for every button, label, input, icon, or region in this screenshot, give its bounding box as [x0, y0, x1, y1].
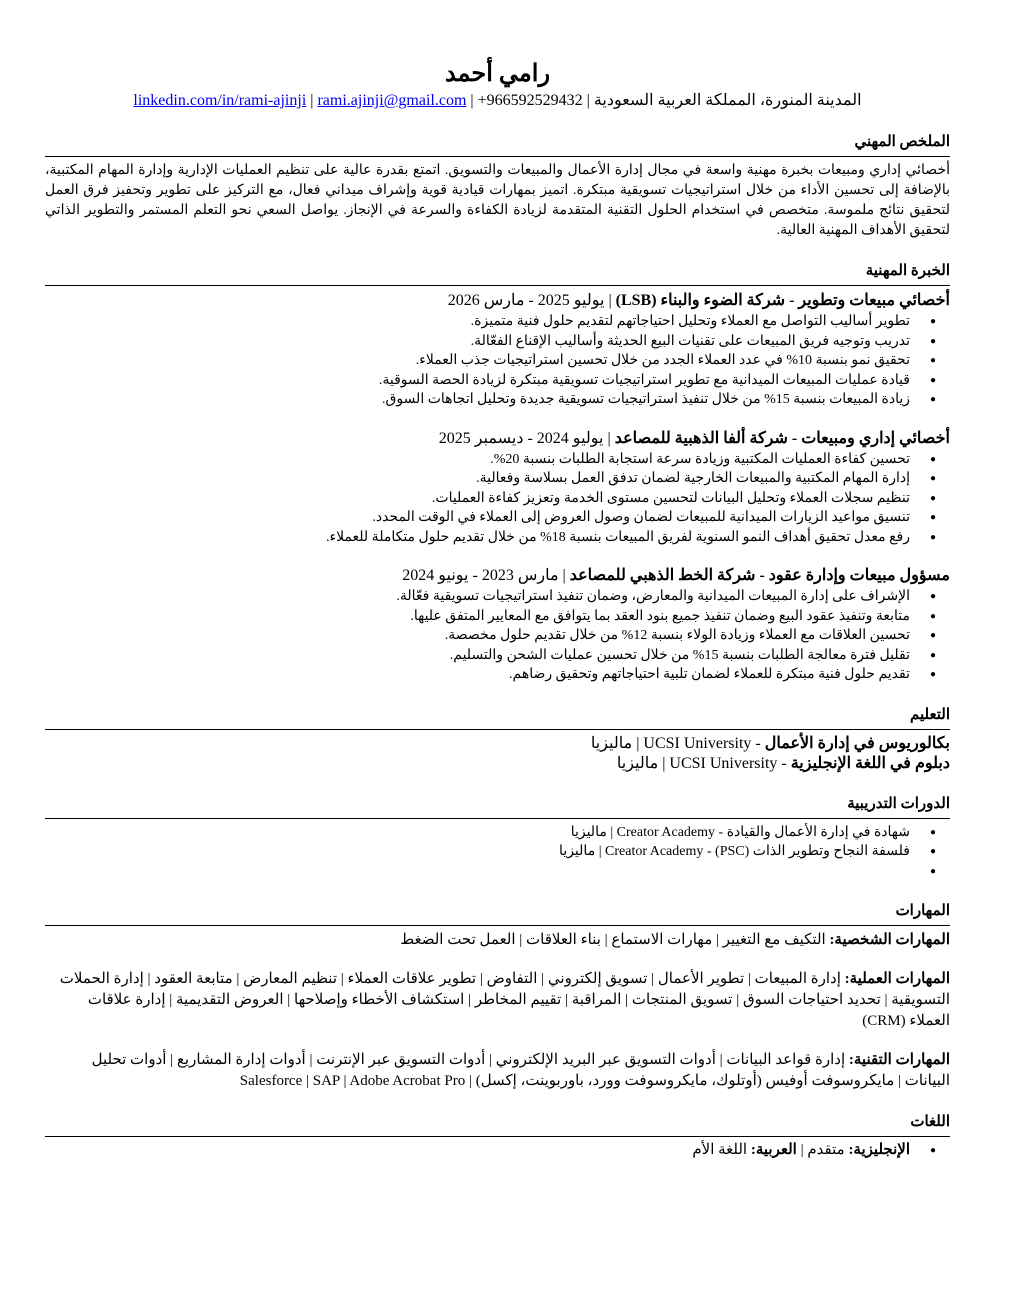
list-item: ● تطوير أساليب التواصل مع العملاء وتحليل احتياجاتهم لتقديم حلول فنية متميزة.: [45, 312, 950, 332]
languages-section: [45, 1112, 950, 1161]
skill-group: [45, 969, 950, 1032]
skill-group: [45, 1050, 950, 1092]
list-item: ● الإشراف على إدارة المبيعات الميدانية والمعارض، وضمان تنفيذ استراتيجيات تسويقية فعّالة.: [45, 587, 950, 607]
skill-label: المهارات التقنية:: [848, 1052, 950, 1068]
country: ماليزيا: [616, 754, 659, 772]
languages-list: [45, 1141, 950, 1161]
list-item: ● تنسيق مواعيد الزيارات الميدانية للمبيعات لضمان وصول العروض إلى العملاء في الوقت المحدد.: [45, 508, 950, 528]
job-dates: يوليو 2024 - ديسمبر 2025: [438, 429, 604, 447]
section-divider: [45, 925, 950, 926]
job-header: مسؤول مبيعات وإدارة عقود - شركة الخط الذهبي للمصاعد | مارس 2023 - يونيو 2024: [402, 567, 950, 584]
skill-label: المهارات الشخصية:: [829, 932, 950, 948]
job-title: أخصائي إداري ومبيعات - شركة ألفا الذهبية للمصاعد: [614, 429, 950, 447]
section-title: اللغات: [910, 1114, 950, 1130]
job-title: مسؤول مبيعات وإدارة عقود - شركة الخط الذهبي للمصاعد: [569, 567, 950, 584]
country: ماليزيا: [590, 734, 633, 752]
list-item-empty: [45, 862, 950, 882]
resume-page: [45, 60, 950, 1161]
section-divider: [45, 285, 950, 286]
section-title: التعليم: [910, 706, 950, 723]
list-item: ● قيادة عمليات المبيعات الميدانية مع تطوير استراتيجيات تسويقية مبتكرة لزيادة الحصة السوقية.: [45, 371, 950, 391]
skill-group: [45, 930, 950, 951]
list-item: ● تحقيق نمو بنسبة 10% في عدد العملاء الجدد من خلال تحسين استراتيجيات جذب العملاء.: [45, 351, 950, 371]
degree: دبلوم في اللغة الإنجليزية: [790, 754, 950, 772]
skill-text: إدارة قواعد البيانات | أدوات التسويق عبر البريد الإلكتروني | أدوات التسويق عبر الإنترنت | أدوات إدارة المشاريع | أدوات تحليل البيانات | مايكروسوفت أوفيس (أوتلوك، مايكروسوفت وورد، باوربوينت، إكسل) | Salesforce | SAP | Adobe Acrobat Pro: [91, 1052, 950, 1089]
linkedin-link[interactable]: linkedin.com/in/rami-ajinji: [133, 92, 307, 109]
list-item: ● شهادة في إدارة الأعمال والقيادة - Creator Academy | ماليزيا: [45, 823, 950, 843]
list-item: ● رفع معدل تحقيق أهداف النمو السنوية لفريق المبيعات بنسبة 18% من خلال تقديم حلول متكاملة للعملاء.: [45, 528, 950, 548]
job-bullets: [45, 312, 950, 410]
skills-section: [45, 901, 950, 1092]
summary-section: [45, 132, 950, 241]
list-item: ● فلسفة النجاح وتطوير الذات (PSC) - Creator Academy | ماليزيا: [45, 842, 950, 862]
section-divider: [45, 156, 950, 157]
summary-text: أخصائي إداري ومبيعات بخبرة مهنية واسعة في مجال إدارة الأعمال والمبيعات والتسويق. اتمتع بقدرة عالية على تنظيم العمليات الإدارية وإدارة المهام المكتبية، بالإضافة إلى تحسين الأداء من خلال استراتيجيات تسويقية مبتكرة. اتميز بمهارات قيادية قوية وإشراف ميداني فعال، مع التركيز على تطوير وتحفيز فرق العمل لتحقيق نتائج ملموسة. متخصص في استخدام الحلول التقنية المتقدمة لزيادة الكفاءة والسرعة في الإنجاز. يواصل السعي نحو التعلم المستمر والتطوير الذاتي لتحقيق الأهداف المهنية العالية.: [45, 163, 950, 238]
experience-section: [45, 261, 950, 685]
skill-label: المهارات العملية:: [844, 971, 950, 987]
list-item: ● تقديم حلول فنية مبتكرة للعملاء لضمان تلبية احتياجاتهم وتحقيق رضاهم.: [45, 665, 950, 685]
job-entry: [45, 565, 950, 685]
list-item: ● إدارة المهام المكتبية والمبيعات الخارجية لضمان تدفق العمل بسلاسة وفعالية.: [45, 469, 950, 489]
section-divider: [45, 818, 950, 819]
list-item: ● زيادة المبيعات بنسبة 15% من خلال تنفيذ استراتيجيات تسويقية جديدة وتحليل اتجاهات السوق.: [45, 390, 950, 410]
job-entry: [45, 290, 950, 410]
contact-line: المدينة المنورة، المملكة العربية السعودية | +966592529432 | rami.ajinji@gmail.com | linkedin.com/in/rami-ajinji: [133, 92, 862, 109]
skill-text: التكيف مع التغيير | مهارات الاستماع | بناء العلاقات | العمل تحت الضغط: [400, 932, 826, 948]
job-title: أخصائي مبيعات وتطوير - شركة الضوء والبناء (LSB): [615, 292, 950, 309]
job-header: أخصائي إداري ومبيعات - شركة ألفا الذهبية للمصاعد | يوليو 2024 - ديسمبر 2025: [438, 429, 950, 447]
list-item: ● تحسين العلاقات مع العملاء وزيادة الولاء بنسبة 12% من خلال تقديم حلول مخصصة.: [45, 626, 950, 646]
job-bullets: [45, 587, 950, 685]
degree: بكالوريوس في إدارة الأعمال: [764, 734, 950, 752]
list-item: ● الإنجليزية: متقدم | العربية: اللغة الأم: [45, 1141, 950, 1161]
candidate-name: رامي أحمد: [444, 61, 551, 87]
job-entry: [45, 428, 950, 548]
school: UCSI University: [643, 734, 752, 752]
location: المدينة المنورة، المملكة العربية السعودية: [593, 92, 862, 109]
education-item: دبلوم في اللغة الإنجليزية - UCSI University | ماليزيا: [616, 754, 950, 772]
section-title: المهارات: [895, 903, 950, 919]
section-title: الدورات التدريبية: [847, 795, 950, 812]
job-dates: يوليو 2025 - مارس 2026: [447, 292, 605, 309]
section-divider: [45, 1136, 950, 1137]
section-title: الخبرة المهنية: [865, 263, 950, 279]
education-section: [45, 705, 950, 774]
list-item: ● متابعة وتنفيذ عقود البيع وضمان تنفيذ جميع بنود العقد بما يتوافق مع المعايير المتفق عليها.: [45, 607, 950, 627]
training-list: [45, 823, 950, 882]
email-link[interactable]: rami.ajinji@gmail.com: [317, 92, 467, 109]
job-dates: مارس 2023 - يونيو 2024: [402, 567, 559, 584]
list-item: ● تحسين كفاءة العمليات المكتبية وزيادة سرعة استجابة الطلبات بنسبة 20%.: [45, 450, 950, 470]
skill-text: إدارة المبيعات | تطوير الأعمال | تسويق إلكتروني | التفاوض | تطوير علاقات العملاء | تنظيم المعارض | متابعة العقود | إدارة الحملات التسويقية | تحديد احتياجات السوق | تسويق المنتجات | المراقبة | تقييم المخاطر | استكشاف الأخطاء وإصلاحها | العروض التقديمية | إدارة علاقات العملاء (CRM): [59, 971, 950, 1029]
job-bullets: [45, 450, 950, 548]
section-divider: [45, 729, 950, 730]
job-header: أخصائي مبيعات وتطوير - شركة الضوء والبناء (LSB) | يوليو 2025 - مارس 2026: [447, 292, 950, 309]
school: UCSI University: [669, 754, 778, 772]
phone: +966592529432: [477, 92, 583, 109]
education-item: بكالوريوس في إدارة الأعمال - UCSI University | ماليزيا: [590, 734, 950, 752]
list-item: ● تدريب وتوجيه فريق المبيعات على تقنيات البيع الحديثة وأساليب الإقناع الفعّالة.: [45, 332, 950, 352]
list-item: ● تنظيم سجلات العملاء وتحليل البيانات لتحسين مستوى الخدمة وتعزيز كفاءة العمليات.: [45, 489, 950, 509]
list-item: ● تقليل فترة معالجة الطلبات بنسبة 15% من خلال تحسين عمليات الشحن والتسليم.: [45, 646, 950, 666]
section-title: الملخص المهني: [854, 134, 950, 150]
training-section: [45, 794, 950, 882]
